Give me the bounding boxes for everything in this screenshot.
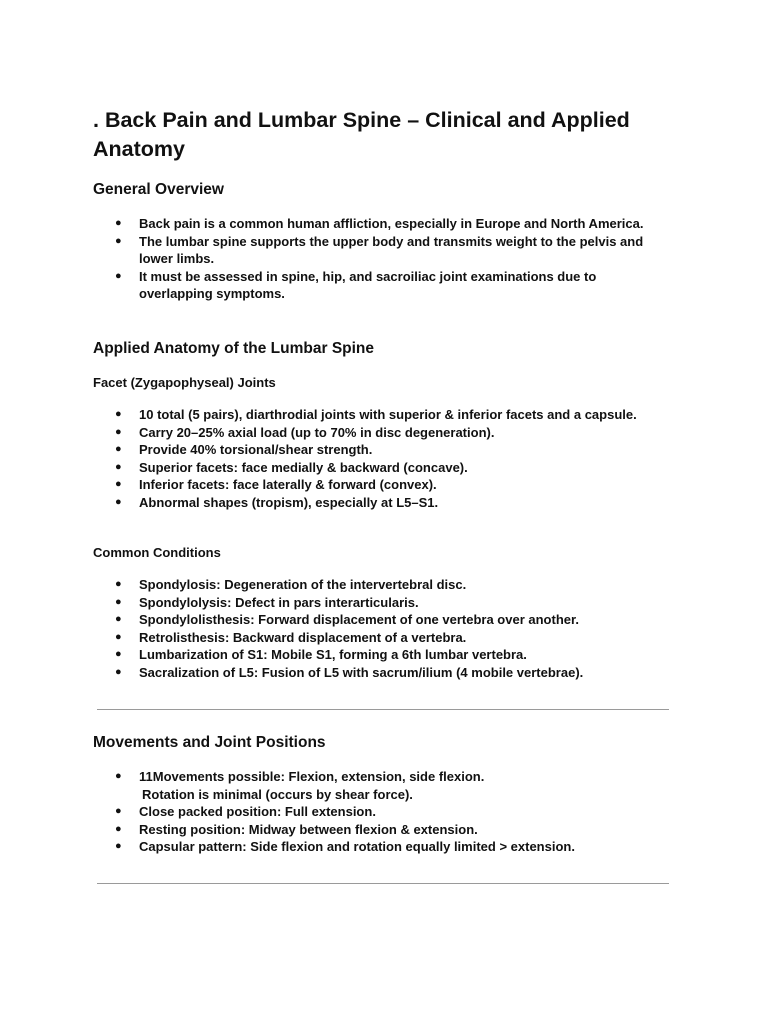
section-heading-applied-anatomy: Applied Anatomy of the Lumbar Spine (93, 340, 375, 357)
bullet-icon: ● (115, 822, 122, 835)
section-heading-movements: Movements and Joint Positions (93, 734, 326, 751)
general-overview-list (93, 215, 673, 303)
list-item-text: It must be assessed in spine, hip, and sacroiliac joint examinations due to overlapping symptoms. (139, 268, 597, 302)
list-item-text: Carry 20–25% axial load (up to 70% in disc degeneration). (139, 424, 495, 440)
list-item-text: Provide 40% torsional/shear strength. (139, 442, 373, 458)
bullet-icon: ● (115, 425, 122, 438)
list-item-continuation: Rotation is minimal (occurs by shear force). (142, 786, 413, 802)
subsection-heading-facet-joints: Facet (Zygapophyseal) Joints (93, 375, 276, 390)
bullet-icon: ● (115, 269, 122, 282)
bullet-icon: ● (115, 478, 122, 491)
list-item-text: Abnormal shapes (tropism), especially at L5–S1. (139, 494, 439, 510)
list-item-text: Sacralization of L5: Fusion of L5 with sacrum/ilium (4 mobile vertebrae). (139, 664, 584, 680)
bullet-icon: ● (115, 408, 122, 420)
list-item (93, 406, 673, 424)
list-item-text: Retrolisthesis: Backward displacement of a vertebra. (139, 629, 467, 645)
bullet-icon: ● (115, 648, 122, 661)
bullet-icon: ● (115, 495, 122, 508)
bullet-icon: ● (115, 443, 122, 456)
bullet-icon: ● (115, 630, 122, 643)
horizontal-divider (97, 709, 669, 710)
list-item (93, 664, 673, 682)
list-item-text: 10 total (5 pairs), diarthrodial joints with superior & inferior facets and a capsule. (139, 407, 637, 422)
bullet-icon: ● (115, 613, 122, 626)
list-item (93, 768, 673, 803)
list-item-text: Inferior facets: face laterally & forward (convex). (139, 477, 437, 493)
list-item (93, 494, 673, 512)
bullet-icon: ● (115, 840, 122, 853)
common-conditions-list (93, 576, 673, 682)
movements-list (93, 768, 673, 856)
list-item (93, 838, 673, 856)
bullet-icon: ● (115, 805, 122, 818)
list-item (93, 215, 673, 233)
list-item-text: Superior facets: face medially & backward (concave). (139, 459, 468, 475)
bullet-icon: ● (115, 595, 122, 608)
list-item (93, 424, 673, 442)
bullet-icon: ● (115, 665, 122, 678)
list-item (93, 594, 673, 612)
list-item (93, 576, 673, 594)
list-item (93, 441, 673, 459)
list-item-text: Spondylolysis: Defect in pars interarticularis. (139, 594, 419, 610)
list-item-text: Spondylolisthesis: Forward displacement of one vertebra over another. (139, 612, 579, 628)
section-heading-general-overview: General Overview (93, 181, 224, 198)
list-item-text: Close packed position: Full extension. (139, 804, 376, 820)
list-item-text: 11Movements possible: Flexion, extension, side flexion. (139, 769, 485, 784)
bullet-icon: ● (115, 578, 122, 590)
list-item (93, 646, 673, 664)
subsection-heading-common-conditions: Common Conditions (93, 545, 221, 560)
list-item (93, 476, 673, 494)
list-item-text: Resting position: Midway between flexion & extension. (139, 821, 478, 837)
list-item-text: Back pain is a common human affliction, especially in Europe and North America. (139, 216, 644, 231)
list-item (93, 233, 673, 268)
list-item-text: The lumbar spine supports the upper body and transmits weight to the pelvis and lower limbs. (139, 233, 644, 267)
document-title: . Back Pain and Lumbar Spine – Clinical and Applied Anatomy (93, 108, 630, 161)
bullet-icon: ● (115, 770, 122, 782)
facet-joints-list (93, 406, 673, 512)
list-item-text: Spondylosis: Degeneration of the intervertebral disc. (139, 577, 467, 592)
bullet-icon: ● (115, 234, 122, 247)
bullet-icon: ● (115, 460, 122, 473)
list-item (93, 629, 673, 647)
list-item-text: Lumbarization of S1: Mobile S1, forming a 6th lumbar vertebra. (139, 647, 527, 663)
list-item (93, 803, 673, 821)
list-item (93, 821, 673, 839)
bullet-icon: ● (115, 217, 122, 229)
list-item (93, 611, 673, 629)
list-item-text: Capsular pattern: Side flexion and rotation equally limited > extension. (139, 839, 575, 855)
horizontal-divider (97, 883, 669, 884)
list-item (93, 268, 673, 303)
list-item (93, 459, 673, 477)
